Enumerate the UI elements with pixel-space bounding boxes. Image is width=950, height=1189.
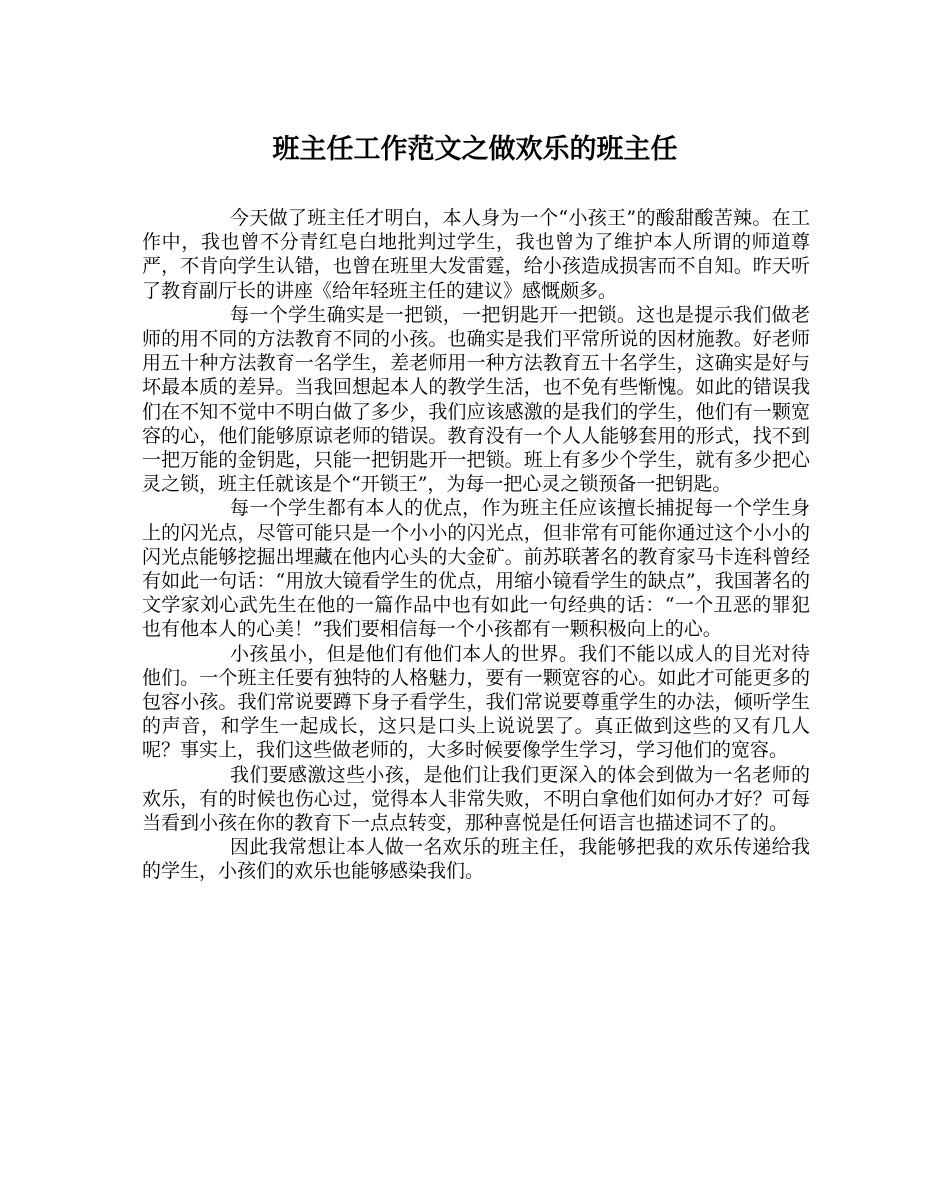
paragraph: 每一个学生都有本人的优点，作为班主任应该擅长捕捉每一个学生身上的闪光点，尽管可能只是一个小小的闪光点，但非常有可能你通过这个小小的闪光点能够挖掘出埋藏在他内心头的大金矿。前苏联著名的教育家马卡连科曾经有如此一句话：“用放大镜看学生的优点，用缩小镜看学生的缺点”，我国著名的文学家刘心武先生在他的一篇作品中也有如此一句经典的话：“一个丑恶的罪犯也有他本人的心美！”我们要相信每一个小孩都有一颗积极向上的心。 (142, 497, 810, 641)
paragraph: 我们要感激这些小孩，是他们让我们更深入的体会到做为一名老师的欢乐，有的时候也伤心过，觉得本人非常失败，不明白拿他们如何办才好？可每当看到小孩在你的教育下一点点转变，那种喜悦是任何语言也描述词不了的。 (142, 763, 810, 835)
paragraph: 因此我常想让本人做一名欢乐的班主任，我能够把我的欢乐传递给我的学生，小孩们的欢乐也能够感染我们。 (142, 836, 810, 883)
paragraph: 今天做了班主任才明白，本人身为一个“小孩王”的酸甜酸苦辣。在工作中，我也曾不分青红皂白地批判过学生，我也曾为了维护本人所谓的师道尊严，不肯向学生认错，也曾在班里大发雷霆，给小孩造成损害而不自知。昨天听了教育副厅长的讲座《给年轻班主任的建议》感慨颇多。 (142, 207, 810, 302)
paragraph: 小孩虽小，但是他们有他们本人的世界。我们不能以成人的目光对待他们。一个班主任要有独特的人格魅力，要有一颗宽容的心。如此才可能更多的包容小孩。我们常说要蹲下身子看学生，我们常说要尊重学生的办法，倾听学生的声音，和学生一起成长，这只是口头上说说罢了。真正做到这些的又有几人呢？事实上，我们这些做老师的，大多时候要像学生学习，学习他们的宽容。 (142, 642, 810, 762)
paragraph: 每一个学生确实是一把锁，一把钥匙开一把锁。这也是提示我们做老师的用不同的方法教育不同的小孩。也确实是我们平常所说的因材施教。好老师用五十种方法教育一名学生，差老师用一种方法教育五十名学生，这确实是好与坏最本质的差异。当我回想起本人的教学生活，也不免有些惭愧。如此的错误我们在不知不觉中不明白做了多少，我们应该感激的是我们的学生，他们有一颗宽容的心，他们能够原谅老师的错误。教育没有一个人人能够套用的形式，找不到一把万能的金钥匙，只能一把钥匙开一把锁。班上有多少个学生，就有多少把心灵之锁，班主任就该是个“开锁王”，为每一把心灵之锁预备一把钥匙。 (142, 303, 810, 496)
document-body (142, 206, 810, 884)
document-title: 班主任工作范文之做欢乐的班主任 (272, 134, 678, 165)
